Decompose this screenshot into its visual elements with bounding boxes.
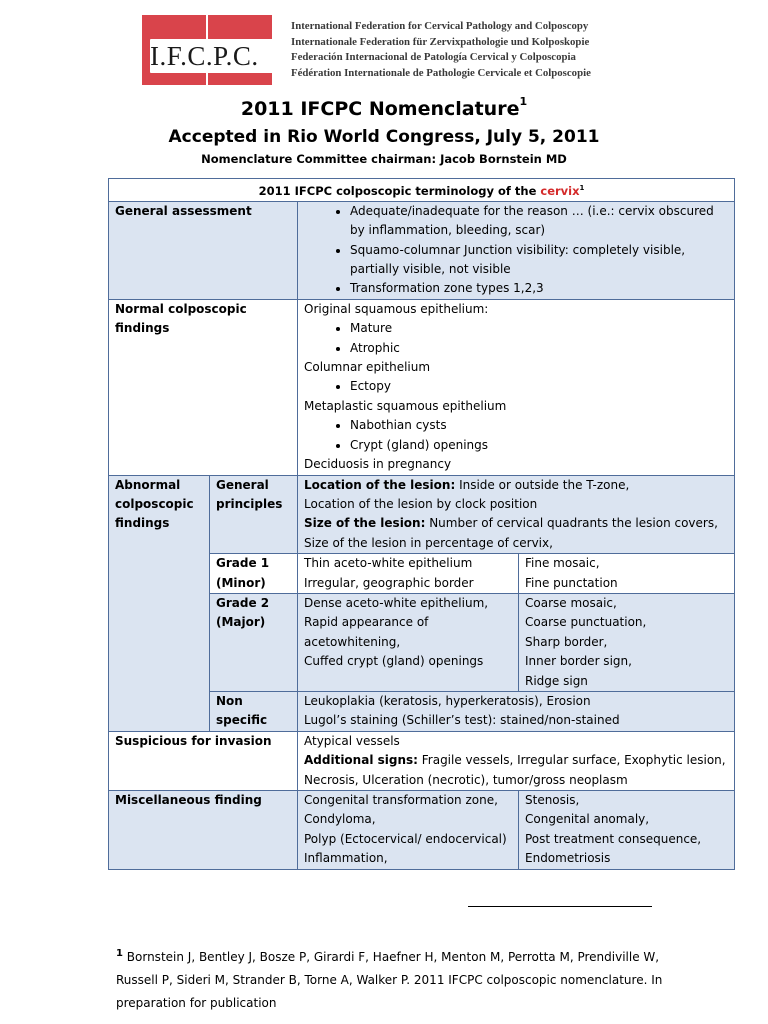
table-row-suspicious: [109, 731, 735, 790]
document-subtitle: Accepted in Rio World Congress, July 5, 2011: [168, 127, 600, 147]
terminology-table: [108, 178, 735, 870]
table-row-abnormal-general: [109, 475, 735, 554]
grade1-left: Thin aceto-white epithelium Irregular, geographic border: [298, 554, 519, 594]
list-item: • Crypt (gland) openings: [350, 436, 728, 455]
list-item: • Mature: [350, 319, 728, 338]
row-label: Abnormal colposcopic findings: [109, 475, 210, 731]
footnote: $^1$ Bornstein J, Bentley J, Bosze P, Girardi F, Haefner H, Menton M, Perrotta M, Prendiville W, Russell P, Sideri M, Strander B, Torne A, Walker P. 2011 IFCPC colposcopic nomenclature. In preparation for publication: [116, 948, 663, 1010]
caption-highlight: cervix: [540, 183, 580, 198]
grade1-right: Fine mosaic, Fine punctation: [519, 554, 735, 594]
row-content: [298, 299, 735, 475]
row-label: General assessment: [109, 201, 298, 299]
list-item: • Squamo-columnar Junction visibility: completely visible, partially visible, not visible: [350, 241, 728, 280]
row-label: Suspicious for invasion: [109, 731, 298, 790]
sub-label: Grade 2 (Major): [210, 593, 298, 691]
row-label: Miscellaneous finding: [109, 791, 298, 870]
organization-names: [291, 19, 621, 81]
org-line-de: Internationale Federation für Zervixpathologie und Kolposkopie: [291, 35, 590, 48]
table-caption-row: [109, 179, 735, 202]
grade2-left: Dense aceto-white epithelium, Rapid appearance of acetowhitening, Cuffed crypt (gland) openings: [298, 593, 519, 691]
title-footnote-ref[interactable]: 1: [519, 95, 528, 108]
sub-label: Non specific: [210, 691, 298, 731]
table-row-normal-findings: [109, 299, 735, 475]
table-caption: 2011 IFCPC colposcopic terminology of the cervix$^1$: [109, 179, 735, 202]
list-item: • Nabothian cysts: [350, 416, 728, 435]
list-item: • Atrophic: [350, 339, 728, 358]
org-line-en: International Federation for Cervical Pathology and Colposcopy: [291, 20, 589, 32]
list-heading: Columnar epithelium: [304, 360, 431, 375]
table-row-general-assessment: [109, 201, 735, 299]
misc-right: Stenosis, Congenital anomaly, Post treatment consequence, Endometriosis: [519, 791, 735, 870]
grade2-right: Coarse mosaic, Coarse punctuation, Sharp border, Inner border sign, Ridge sign: [519, 593, 735, 691]
footnote-separator: [468, 906, 652, 907]
list-item: • Ectopy: [350, 377, 728, 396]
document-title: 2011 IFCPC Nomenclature$^1$: [240, 95, 528, 120]
row-content: Atypical vessels Additional signs: Fragile vessels, Irregular surface, Exophytic lesion, Necrosis, Ulceration (necrotic), tumor/gross neoplasm: [298, 731, 735, 790]
row-label: Normal colposcopic findings: [109, 299, 298, 475]
row-content: Location of the lesion: Inside or outside the T-zone, Location of the lesion by clock position Size of the lesion: Number of cervical quadrants the lesion covers, Size of the lesion in percentage of cervix,: [298, 475, 735, 554]
list-heading: Metaplastic squamous epithelium: [304, 398, 507, 413]
row-content: Leukoplakia (keratosis, hyperkeratosis), Erosion Lugol’s staining (Schiller’s test): stained/non-stained: [298, 691, 735, 731]
table-row-miscellaneous: [109, 791, 735, 870]
row-content: [298, 201, 735, 299]
sub-label: Grade 1 (Minor): [210, 554, 298, 594]
logo-lettering: I.F.C.P.C.: [150, 39, 290, 73]
sub-label: General principles: [210, 475, 298, 554]
committee-chairman: Nomenclature Committee chairman: Jacob Bornstein MD: [201, 152, 567, 166]
list-heading: Deciduosis in pregnancy: [304, 457, 452, 472]
org-line-es: Federación Internacional de Patología Cervical y Colposcopia: [291, 51, 576, 63]
org-line-fr: Fédération Internationale de Pathologie Cervicale et Colposcopie: [291, 66, 591, 79]
list-heading: Original squamous epithelium:: [304, 301, 489, 316]
list-item: • Transformation zone types 1,2,3: [350, 279, 728, 298]
list-item: • Adequate/inadequate for the reason … (i.e.: cervix obscured by inflammation, bleeding, scar): [350, 202, 728, 241]
misc-left: Congenital transformation zone, Condyloma, Polyp (Ectocervical/ endocervical) Inflammation,: [298, 791, 519, 870]
